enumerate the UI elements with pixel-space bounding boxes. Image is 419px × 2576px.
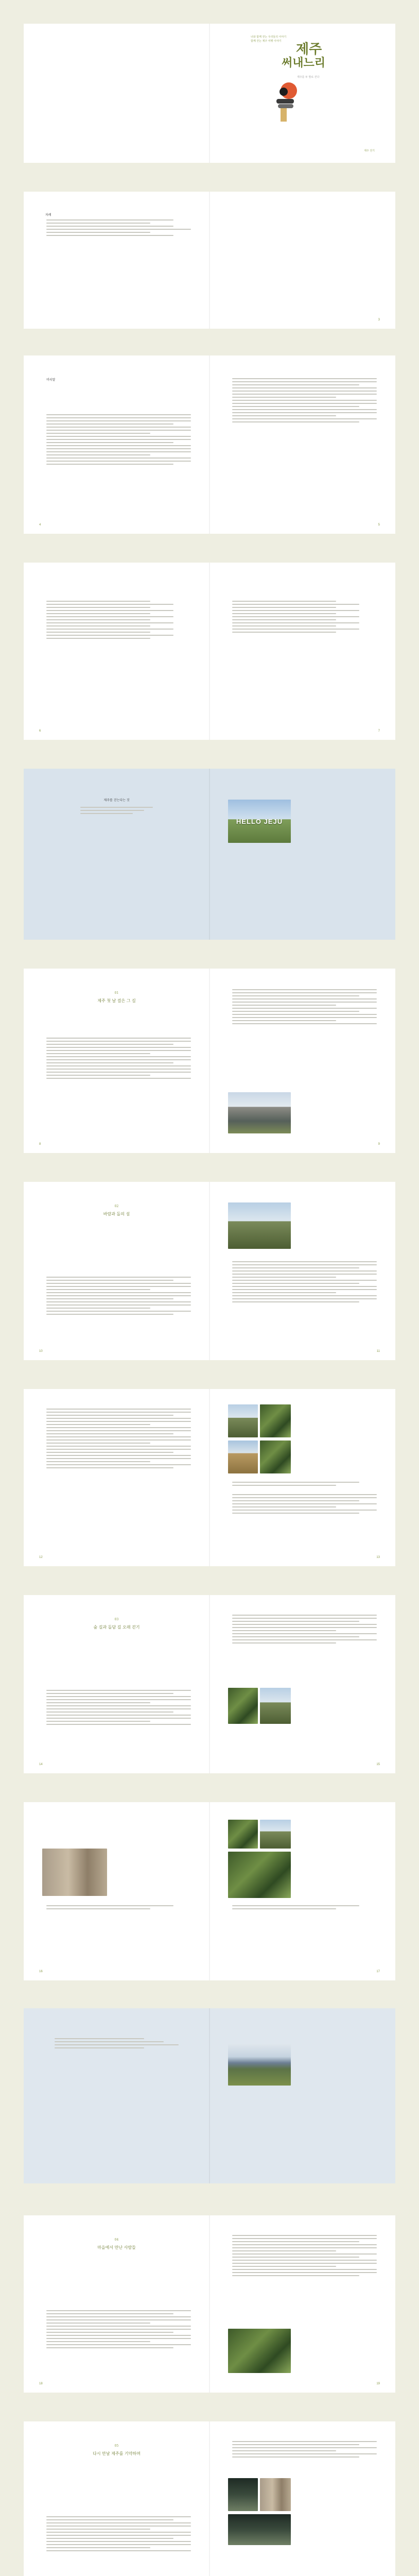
page-number: 17 xyxy=(376,1970,380,1973)
chapter5-title-text: 다시 만날 제주를 기약하며 xyxy=(93,2451,141,2456)
page-chapter2-right xyxy=(210,1182,395,1360)
photo-walkers xyxy=(260,1688,291,1724)
photo-garden-3 xyxy=(228,1852,291,1898)
page-chapter5-left xyxy=(24,2421,210,2576)
page-number: 8 xyxy=(39,1143,41,1146)
photo-village-path xyxy=(228,2329,291,2373)
page-number: 12 xyxy=(39,1556,43,1559)
spread-chapter5 xyxy=(24,2421,395,2576)
page-number: 19 xyxy=(376,2382,380,2385)
chapter1-title-text: 제주 첫 날 걸은 그 길 xyxy=(97,998,136,1003)
gallery-caption-right xyxy=(232,1903,377,1911)
spread-chapter4 xyxy=(24,2215,395,2393)
page-number: 18 xyxy=(39,2382,43,2385)
photo-garden-2 xyxy=(260,1820,291,1849)
page-toc-right xyxy=(210,563,395,740)
cover-logo: 제주 걷기 xyxy=(364,149,375,152)
page-number: 14 xyxy=(39,1763,43,1766)
page-intro xyxy=(24,769,210,940)
chapter5-body-left xyxy=(46,2514,191,2553)
toc-list-right xyxy=(232,599,377,635)
spread-chapter3 xyxy=(24,1595,395,1773)
contents-heading: 차례 xyxy=(45,213,51,217)
page-chapter1-left xyxy=(24,969,210,1153)
page-number: 3 xyxy=(378,318,380,321)
page-chapter3-left xyxy=(24,1595,210,1773)
photo-couple-in-forest xyxy=(228,1688,258,1724)
photo-forest-path xyxy=(260,1404,291,1437)
spread-chapter2 xyxy=(24,1182,395,1360)
cover-title-line1: 제주 xyxy=(296,42,322,57)
body-text-right xyxy=(232,1492,377,1516)
page-hello-jeju-photo xyxy=(210,769,395,940)
preface-body-right xyxy=(232,376,377,425)
chapter2-body-right xyxy=(232,1259,377,1304)
page-toc-left xyxy=(24,563,210,740)
page-number: 15 xyxy=(376,1763,380,1766)
page-blank-2 xyxy=(210,192,395,329)
gallery-caption-left xyxy=(46,1903,191,1911)
page-number: 6 xyxy=(39,730,41,733)
page-cover xyxy=(210,24,395,163)
chapter3-body-left xyxy=(46,1688,191,1727)
photo-stone-detail xyxy=(260,2478,291,2511)
photo-trees xyxy=(260,1440,291,1473)
intro-body xyxy=(80,805,153,816)
cover-title xyxy=(282,42,325,69)
body-text-left xyxy=(46,1406,191,1470)
page-contents xyxy=(24,192,210,329)
cover-second-line: 함께 걷는 제주 여행 이야기 xyxy=(251,40,282,43)
page-number: 16 xyxy=(39,1970,43,1973)
page-number: 4 xyxy=(39,523,41,527)
photo-garden-1 xyxy=(228,1820,258,1849)
spread-photo-column xyxy=(24,1389,395,1566)
page-preface-right xyxy=(210,355,395,534)
cover-title-line2: 써내느리 xyxy=(282,56,326,70)
toc-list-left xyxy=(46,599,191,641)
spread-intro xyxy=(24,769,395,940)
chapter2-title: 02 바람과 돌의 섬 xyxy=(103,1205,130,1216)
photo-stone-wall-exhibit xyxy=(42,1849,107,1896)
hello-jeju-sign-text: HELLO JEJU xyxy=(236,817,283,825)
chapter1-body-left xyxy=(46,1036,191,1081)
page-gallery-right xyxy=(210,1802,395,1980)
page-number: 11 xyxy=(376,1350,380,1353)
photo-hello-jeju-sign xyxy=(228,800,291,843)
chapter4-title: 04 마을에서 만난 사람들 xyxy=(97,2238,136,2250)
page-text-left xyxy=(24,1389,210,1566)
chapter4-body-right xyxy=(232,2233,377,2278)
preface-heading: 머리말 xyxy=(46,378,56,382)
page-chapter2-left xyxy=(24,1182,210,1360)
page-chapter4-right xyxy=(210,2215,395,2393)
spread-preface xyxy=(24,355,395,534)
chapter1-body-right xyxy=(232,987,377,1026)
chapter3-title-text: 숲 길과 돌담 길 오래 걷기 xyxy=(93,1625,140,1630)
spread-cover xyxy=(24,24,395,163)
intro-heading: 제주를 걷는다는 것 xyxy=(103,799,130,802)
page-chapter1-right xyxy=(210,969,395,1153)
chapter5-title: 05 다시 만날 제주를 기약하며 xyxy=(93,2444,141,2456)
cover-top-line: 너와 함께 걷는 우리들의 이야기 xyxy=(251,36,287,39)
spread-contents xyxy=(24,192,395,329)
page-gallery-left xyxy=(24,1802,210,1980)
stone-tower-illustration xyxy=(270,81,301,123)
chapter1-title: 01 제주 첫 날 걸은 그 길 xyxy=(97,991,136,1003)
page-photos-right xyxy=(210,1389,395,1566)
page-number: 10 xyxy=(39,1350,43,1353)
chapter4-body-left xyxy=(46,2308,191,2350)
page-blank xyxy=(24,24,210,163)
photo-stone-house xyxy=(228,1092,291,1133)
chapter3-body-right xyxy=(232,1613,377,1646)
chapter4-title-text: 마을에서 만난 사람들 xyxy=(97,2245,136,2250)
contents-list xyxy=(46,217,191,238)
chapter2-body-left xyxy=(46,1275,191,1317)
photo-hallasan-view xyxy=(228,2044,291,2086)
preface-body-left xyxy=(46,412,191,467)
page-number: 13 xyxy=(376,1556,380,1559)
spread-landscape xyxy=(24,2008,395,2183)
page-preface-left xyxy=(24,355,210,534)
page-number: 9 xyxy=(378,1143,380,1146)
cover-subtitle: 제주를 두 발로 걷다 xyxy=(297,76,320,79)
photo-night-market xyxy=(228,2478,258,2511)
page-landscape-photo xyxy=(210,2008,395,2183)
spread-toc xyxy=(24,563,395,740)
page-number: 5 xyxy=(378,523,380,527)
page-quote xyxy=(24,2008,210,2183)
spread-gallery xyxy=(24,1802,395,1980)
page-number: 7 xyxy=(378,730,380,733)
photo-interior xyxy=(228,2514,291,2545)
photo-field-walk xyxy=(228,1440,258,1473)
quote-text xyxy=(55,2036,179,2050)
page-chapter5-right xyxy=(210,2421,395,2576)
chapter3-title: 03 숲 길과 돌담 길 오래 걷기 xyxy=(93,1618,140,1630)
photo-walkers-on-deck xyxy=(228,1202,291,1249)
chapter5-body-right xyxy=(232,2439,377,2460)
chapter2-title-text: 바람과 돌의 섬 xyxy=(103,1212,130,1216)
photo-group-walk xyxy=(228,1404,258,1437)
page-chapter4-left xyxy=(24,2215,210,2393)
page-chapter3-right xyxy=(210,1595,395,1773)
spread-chapter1 xyxy=(24,969,395,1153)
photo-caption xyxy=(232,1480,377,1488)
